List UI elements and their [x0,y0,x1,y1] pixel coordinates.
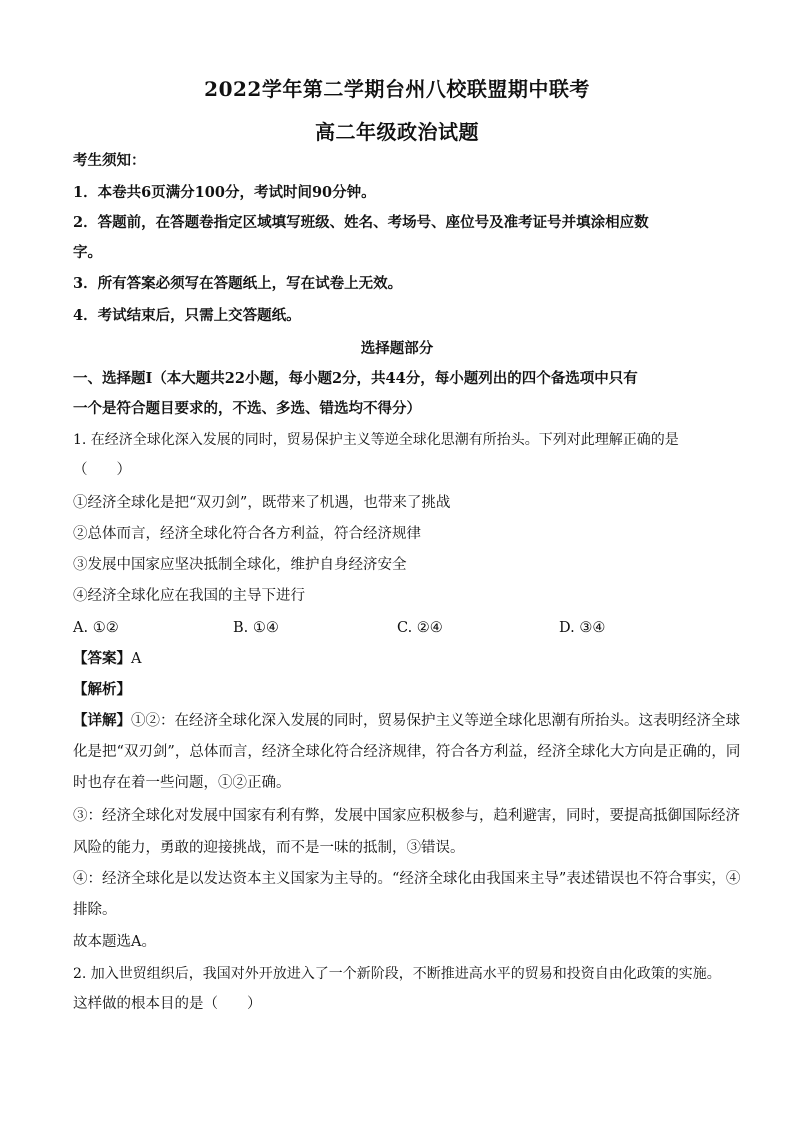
q2-stem-2: 这样做的根本目的是（ ） [73,996,262,1012]
detail-label: 【详解】 [73,712,131,729]
q1-stem-2: （ ） [73,462,131,478]
notice-item-4: 4．考试结束后，只需上交答题纸。 [73,307,301,324]
q1-analysis-label: 【解析】 [73,681,131,698]
q1-detail-6: ④：经济全球化是以发达资本主义国家为主导的。“经济全球化由我国来主导”表述错误也不符合事实，④ [73,871,741,887]
q1-option-b: B. ①④ [233,620,279,636]
notice-heading: 考生须知： [73,152,146,169]
q1-statement-2: ②总体而言，经济全球化符合各方利益，符合经济规律 [73,526,421,542]
notice-item-2-cont: 字。 [73,244,102,261]
q1-stem-1: 1. 在经济全球化深入发展的同时，贸易保护主义等逆全球化思潮有所抬头。下列对此理解正确的是 [73,432,679,448]
q1-detail-8: 故本题选A。 [73,934,156,950]
q1-statement-3: ③发展中国家应坚决抵制全球化，维护自身经济安全 [73,557,407,573]
notice-item-2: 2．答题前，在答题卷指定区域填写班级、姓名、考场号、座位号及准考证号并填涂相应数 [73,214,649,231]
q1-detail-4: ③：经济全球化对发展中国家有利有弊，发展中国家应积极参与，趋利避害，同时，要提高抵御国际经济 [73,808,740,824]
section-instruction-2: 一个是符合题目要求的，不选、多选、错选均不得分） [73,400,421,417]
q1-detail-7: 排除。 [73,902,117,918]
q1-detail-3: 时也存在着一些问题，①②正确。 [73,775,291,791]
q1-detail-2: 化是把“双刃剑”，总体而言，经济全球化符合经济规律，符合各方利益，经济全球化大方向是正确的，同 [73,744,741,760]
exam-title: 2022学年第二学期台州八校联盟期中联考 [204,77,590,101]
answer-label: 【答案】 [73,650,131,667]
q1-statement-4: ④经济全球化应在我国的主导下进行 [73,588,305,604]
q1-detail-1 [73,711,740,731]
q2-stem-1: 2. 加入世贸组织后，我国对外开放进入了一个新阶段，不断推进高水平的贸易和投资自由化政策的实施。 [73,966,721,982]
section-title: 选择题部分 [360,340,434,357]
detail-text-1: ①②：在经济全球化深入发展的同时，贸易保护主义等逆全球化思潮有所抬头。这表明经济全球 [131,713,740,729]
answer-value: A [131,651,142,667]
q1-answer [73,649,723,669]
section-instruction-1: 一、选择题Ⅰ（本大题共22小题，每小题2分，共44分，每小题列出的四个备选项中只有 [73,370,638,387]
q1-option-a: A. ①② [73,620,119,636]
notice-item-3: 3．所有答案必须写在答题纸上，写在试卷上无效。 [73,275,403,292]
q1-option-c: C. ②④ [397,620,443,636]
q1-option-d: D. ③④ [559,620,606,636]
notice-item-1: 1．本卷共6页满分100分，考试时间90分钟。 [73,184,376,201]
q1-detail-5: 风险的能力，勇敢的迎接挑战，而不是一味的抵制，③错误。 [73,840,465,856]
q1-statement-1: ①经济全球化是把“双刃剑”，既带来了机遇，也带来了挑战 [73,495,451,511]
exam-subtitle: 高二年级政治试题 [315,120,479,144]
